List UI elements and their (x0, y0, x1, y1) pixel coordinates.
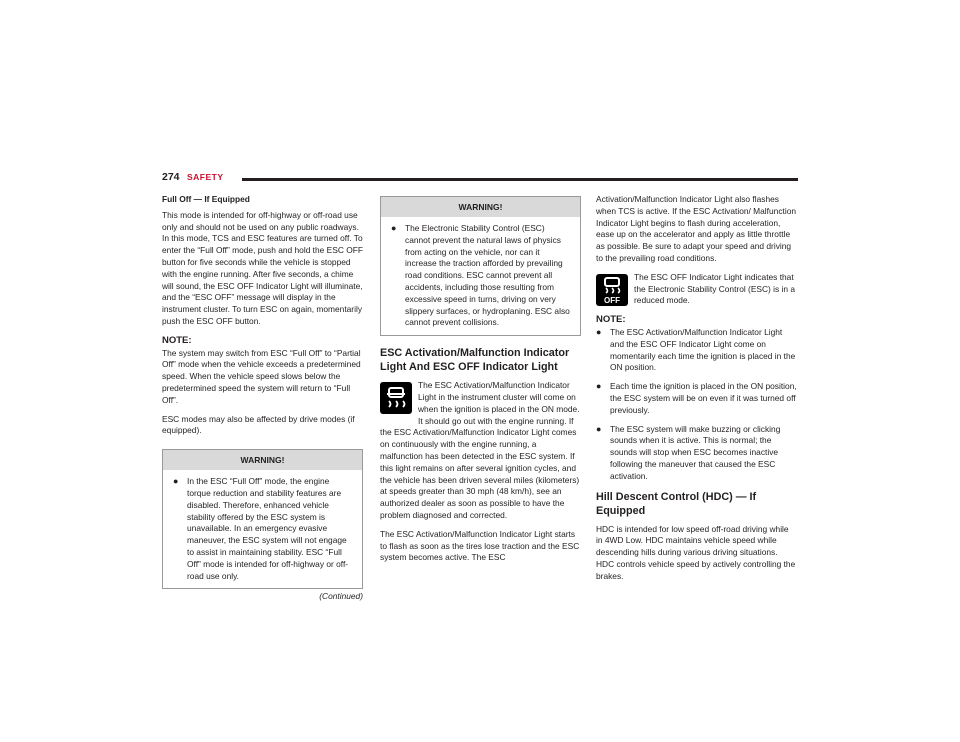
section-title: SAFETY (187, 172, 224, 182)
list-item: ● The ESC system will make buzzing or clicking sounds when it is active. This is normal; the sounds will stop when ESC becomes inactive following the maneuver that caused the ESC activation. (596, 423, 781, 481)
paragraph: HDC is intended for low speed off-road driving while in 4WD Low. HDC maintains vehicle speed while descending hills during various driving situations. HDC controls vehicle speed by actively controlling the brakes. (596, 523, 796, 581)
esc-off-icon (596, 274, 628, 306)
section-heading-hdc: Hill Descent Control (HDC) — If Equipped (596, 490, 757, 517)
note-paragraph: ESC modes may also be affected by drive modes (if equipped). (162, 413, 355, 436)
paragraph: This mode is intended for off-highway or off-road use only and should not be used on any public roadways. In this mode, TCS and ESC features are turned off. To enter the “Full Off” mode, push and hold the ESC OFF button for five seconds while the vehicle is stopped with the engine running. After five seconds, a chime will sound, the ESC OFF Indicator Light will illuminate, and the “ESC OFF” message will display in the instrument cluster. To turn ESC on again, momentarily push the ESC OFF button. (162, 209, 363, 326)
warning-title: WARNING! (381, 197, 580, 217)
header-rule (242, 178, 798, 181)
list-item: ● The ESC Activation/Malfunction Indicator Light and the ESC OFF Indicator Light come on momentarily each time the ignition is placed in the ON position. (596, 326, 796, 373)
warning-item: ● The Electronic Stability Control (ESC) cannot prevent the natural laws of physics from acting on the vehicle, nor can it increase the traction afforded by prevailing road conditions. ESC cannot prevent all accidents, including those resulting from excessive speed in turns, driving on very slippery surfaces, or hydroplaning. ESC also cannot prevent collisions. (391, 223, 570, 328)
section-heading-esc-indicator: ESC Activation/Malfunction Indicator Light And ESC OFF Indicator Light (380, 347, 570, 374)
note-paragraph: The system may switch from ESC “Full Off” to “Partial Off” mode when the vehicle exceeds a predetermined speed. When the vehicle speed slows below the predetermined speed the system will return to “Full Off”. (162, 347, 361, 405)
paragraph: The ESC OFF Indicator Light indicates that the Electronic Stability Control (ESC) is in a reduced mode. (634, 271, 796, 306)
note-label: NOTE: (596, 314, 626, 326)
subheading-full-off: Full Off — If Equipped (162, 194, 250, 204)
page-header (162, 171, 798, 185)
bullet-icon: ● (596, 326, 602, 337)
bullet-icon: ● (596, 381, 602, 392)
column-1 (162, 194, 363, 603)
esc-off-icon-text: OFF (604, 295, 620, 305)
column-2 (380, 194, 581, 571)
bullet-icon: ● (596, 423, 602, 434)
warning-item: ● In the ESC “Full Off” mode, the engine torque reduction and stability features are disabled. Therefore, enhanced vehicle stability offered by the ESC system is unavailable. In an emergency evasive maneuver, the ESC system will not engage to assist in maintaining stability. ESC “Full Off” mode is intended for off-highway or off-road use only. (173, 476, 349, 581)
bullet-icon: ● (391, 223, 397, 233)
paragraph: Activation/Malfunction Indicator Light also flashes when TCS is active. If the ESC Activation/ Malfunction Indicator Light begins to flash during acceleration, ease up on the accelerator and apply as little throttle as possible. Be sure to adapt your speed and driving to the prevailing road conditions. (596, 194, 797, 263)
warning-box (162, 449, 363, 589)
warning-box (380, 196, 581, 336)
paragraph: The ESC Activation/Malfunction Indicator Light starts to flash as soon as the tires lose traction and the ESC system becomes active. The ESC (380, 528, 580, 563)
column-3 (596, 194, 797, 590)
warning-title: WARNING! (163, 450, 362, 470)
note-list (596, 327, 797, 483)
paragraph: The ESC Activation/Malfunction Indicator Light in the instrument cluster will come on when the ignition is placed in the ON mode. It should go out with the engine running. If the ESC Activation/Malfunction Indicator Light comes on continuously with the engine running, a malfunction has been detected in the ESC system. If this light remains on after several ignition cycles, and the vehicle has been driven several miles (kilometers) at speeds greater than 30 mph (48 km/h), see an authorized dealer as soon as possible to have the problem diagnosed and corrected. (380, 380, 580, 520)
page-number: 274 (162, 171, 180, 183)
esc-skid-car-icon (380, 382, 412, 414)
continued-label: (Continued) (319, 591, 363, 602)
bullet-icon: ● (173, 476, 179, 487)
list-item: ● Each time the ignition is placed in the ON position, the ESC system will be on even if it was turned off previously. (596, 381, 797, 415)
note-label: NOTE: (162, 334, 192, 346)
